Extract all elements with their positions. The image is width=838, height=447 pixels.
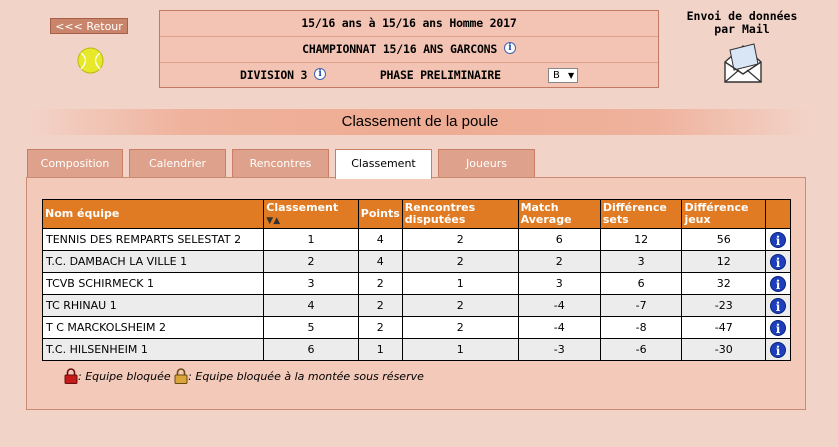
table-row bbox=[43, 317, 791, 339]
table-row bbox=[43, 295, 791, 317]
info-icon[interactable]: i bbox=[770, 342, 786, 358]
mail-label-line2: par Mail bbox=[714, 22, 770, 36]
cell-points: 4 bbox=[358, 229, 402, 251]
cell-team[interactable]: TC RHINAU 1 bbox=[43, 295, 264, 317]
cell-team[interactable]: T.C. DAMBACH LA VILLE 1 bbox=[43, 251, 264, 273]
cell-points: 4 bbox=[358, 251, 402, 273]
col-info bbox=[766, 200, 791, 229]
col-diff-sets[interactable] bbox=[600, 200, 682, 229]
cell-team[interactable]: T.C. HILSENHEIM 1 bbox=[43, 339, 264, 361]
col-rank-label: Classement bbox=[266, 200, 339, 214]
table-row bbox=[43, 273, 791, 295]
cell-match-average: -3 bbox=[518, 339, 600, 361]
cell-rank: 3 bbox=[264, 273, 358, 295]
cell-team[interactable]: TCVB SCHIRMECK 1 bbox=[43, 273, 264, 295]
cell-rank: 5 bbox=[264, 317, 358, 339]
col-points-label: Points bbox=[360, 207, 400, 220]
chevron-down-icon: ▼ bbox=[567, 71, 574, 80]
cell-diff-sets: -8 bbox=[600, 317, 682, 339]
cell-diff-sets: 3 bbox=[600, 251, 682, 273]
age-category-line bbox=[160, 11, 658, 37]
cell-info bbox=[766, 273, 791, 295]
col-match-average[interactable] bbox=[518, 200, 600, 229]
competition-header bbox=[159, 10, 659, 88]
division-info-icon[interactable]: i bbox=[314, 68, 326, 80]
championship-name: CHAMPIONNAT 15/16 ANS GARCONS bbox=[302, 42, 498, 56]
cell-played: 2 bbox=[402, 317, 518, 339]
back-button[interactable]: <<< Retour bbox=[50, 18, 128, 34]
section-title: Classement de la poule bbox=[30, 109, 810, 135]
cell-diff-games: 32 bbox=[682, 273, 766, 295]
cell-match-average: -4 bbox=[518, 317, 600, 339]
cell-played: 2 bbox=[402, 295, 518, 317]
envelope-icon[interactable] bbox=[721, 40, 765, 86]
cell-diff-sets: 12 bbox=[600, 229, 682, 251]
mail-export-label[interactable] bbox=[672, 10, 812, 36]
cell-match-average: -4 bbox=[518, 295, 600, 317]
legend-locked-text: : Equipe bloquée bbox=[78, 369, 171, 383]
championship-line bbox=[160, 37, 658, 63]
division-name: DIVISION 3 bbox=[240, 68, 308, 82]
tab-calendrier[interactable]: Calendrier bbox=[129, 149, 226, 178]
red-lock-icon bbox=[64, 368, 78, 384]
cell-points: 2 bbox=[358, 317, 402, 339]
info-icon[interactable]: i bbox=[770, 320, 786, 336]
cell-info bbox=[766, 339, 791, 361]
cell-diff-games: -23 bbox=[682, 295, 766, 317]
cell-info bbox=[766, 251, 791, 273]
info-icon[interactable]: i bbox=[770, 276, 786, 292]
cell-diff-sets: -6 bbox=[600, 339, 682, 361]
table-row bbox=[43, 229, 791, 251]
cell-played: 2 bbox=[402, 229, 518, 251]
tab-classement[interactable]: Classement bbox=[335, 149, 432, 179]
cell-match-average: 3 bbox=[518, 273, 600, 295]
col-team-label: Nom équipe bbox=[45, 207, 120, 220]
cell-points: 1 bbox=[358, 339, 402, 361]
gold-lock-icon bbox=[174, 368, 188, 384]
cell-rank: 6 bbox=[264, 339, 358, 361]
legend-locked-promo-text: : Equipe bloquée à la montée sous réserve bbox=[188, 369, 424, 383]
cell-match-average: 2 bbox=[518, 251, 600, 273]
col-points[interactable] bbox=[358, 200, 402, 229]
cell-match-average: 6 bbox=[518, 229, 600, 251]
cell-team[interactable]: T C MARCKOLSHEIM 2 bbox=[43, 317, 264, 339]
col-match-average-label: Match Average bbox=[520, 201, 572, 226]
ranking-panel bbox=[26, 177, 806, 410]
col-played[interactable] bbox=[402, 200, 518, 229]
poule-select[interactable] bbox=[548, 68, 578, 83]
cell-played: 1 bbox=[402, 339, 518, 361]
cell-played: 1 bbox=[402, 273, 518, 295]
cell-diff-sets: -7 bbox=[600, 295, 682, 317]
table-row bbox=[43, 251, 791, 273]
col-diff-games-label: Différence jeux bbox=[684, 201, 749, 226]
tennis-ball-icon bbox=[77, 47, 104, 74]
cell-rank: 2 bbox=[264, 251, 358, 273]
cell-diff-games: 56 bbox=[682, 229, 766, 251]
cell-points: 2 bbox=[358, 273, 402, 295]
cell-played: 2 bbox=[402, 251, 518, 273]
cell-diff-games: 12 bbox=[682, 251, 766, 273]
col-played-label: Rencontres disputées bbox=[404, 201, 476, 226]
mail-label-line1: Envoi de données bbox=[686, 9, 798, 23]
cell-rank: 1 bbox=[264, 229, 358, 251]
info-icon[interactable]: i bbox=[770, 254, 786, 270]
table-header-row bbox=[43, 200, 791, 229]
division-line bbox=[160, 63, 658, 89]
table-row bbox=[43, 339, 791, 361]
cell-points: 2 bbox=[358, 295, 402, 317]
col-diff-games[interactable] bbox=[682, 200, 766, 229]
info-icon[interactable]: i bbox=[770, 232, 786, 248]
col-diff-sets-label: Différence sets bbox=[602, 201, 667, 226]
tab-rencontres[interactable]: Rencontres bbox=[232, 149, 329, 178]
cell-diff-games: -30 bbox=[682, 339, 766, 361]
age-category-text: 15/16 ans à 15/16 ans Homme 2017 bbox=[301, 16, 517, 30]
cell-team[interactable]: TENNIS DES REMPARTS SELESTAT 2 bbox=[43, 229, 264, 251]
cell-info bbox=[766, 317, 791, 339]
cell-info bbox=[766, 229, 791, 251]
tab-composition[interactable]: Composition bbox=[27, 149, 123, 178]
tab-joueurs[interactable]: Joueurs bbox=[438, 149, 535, 178]
cell-diff-sets: 6 bbox=[600, 273, 682, 295]
championship-info-icon[interactable]: i bbox=[504, 42, 516, 54]
ranking-table bbox=[42, 199, 791, 361]
legend bbox=[64, 368, 424, 384]
cell-rank: 4 bbox=[264, 295, 358, 317]
cell-info bbox=[766, 295, 791, 317]
col-rank[interactable] bbox=[264, 200, 358, 229]
phase-name: PHASE PRELIMINAIRE bbox=[379, 68, 501, 82]
cell-diff-games: -47 bbox=[682, 317, 766, 339]
sort-arrows-icon[interactable]: ▼▲ bbox=[266, 215, 281, 226]
poule-select-value: B bbox=[552, 70, 560, 81]
info-icon[interactable]: i bbox=[770, 298, 786, 314]
col-team[interactable] bbox=[43, 200, 264, 229]
